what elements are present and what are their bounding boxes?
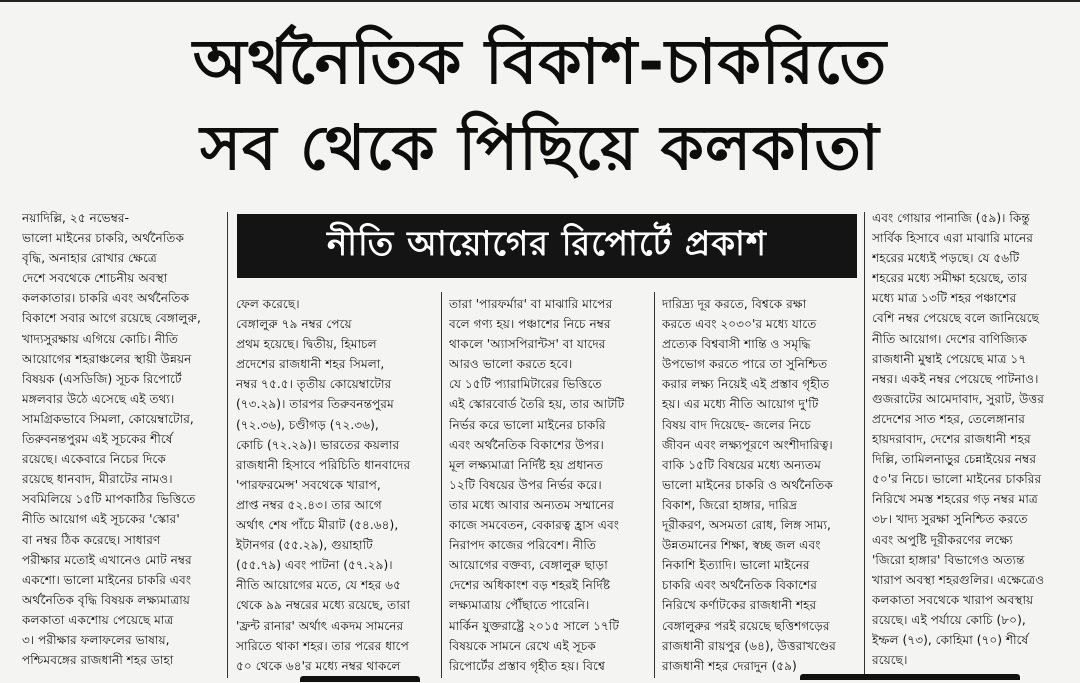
article-line: নীতি আয়োগ এই সূচকের 'স্কোর' [22,512,180,527]
article-line: রাজধানী রায়পুর (৬৪), উত্তরাখণ্ডের [662,638,836,653]
article-line: কলকাতা সবথেকে খারাপ অবস্থায় [872,592,1034,607]
article-line: প্রথম হয়েছে। দ্বিতীয়, হিমাচল [236,337,377,352]
article-line: আয়োগের বক্তব্য, বেঙ্গালুরু ছাড়া [449,558,608,573]
article-line: (৫৫.৭৯) এবং পাটনা (৫৭.২৯)। [236,558,393,573]
article-line: প্রাপ্ত নম্বর ৫২.৪৩। তার আগে [236,497,382,512]
article-column-4 [662,294,857,678]
article-line: এবং অপুষ্টি দূরীকরণের লক্ষ্যে [872,532,1013,547]
article-line: বিষয়কে সামনে রেখে এই সূচক [449,638,596,653]
column-divider [441,292,442,678]
article-line: হয়। এর মধ্যে নীতি আয়োগ দু'টি [662,397,819,412]
article-line: ইম্ফল (৭৩), কোহিমা (৭০) শীর্ষে [872,632,1029,647]
article-line: বাকি ১৫টি বিষয়ের মধ্যে অন্যতম [662,457,821,472]
article-line: সার্বিক হিসাবে এরা মাঝারি মানের [872,231,1033,246]
article-line: রাজধানী মুম্বাই পেয়েছে মাত্র ১৭ [872,351,1027,366]
article-line: ভালো মাইনের চাকরি ও অর্থনৈতিক [662,477,833,492]
article-line: নিরিখে সমস্ত শহরের গড় নম্বর মাত্র [872,492,1038,507]
article-line: যে ১৫টি প্যারামিটারের ভিত্তিতে [449,377,602,392]
article-line: বেঙ্গালুরুর পরই রয়েছে ছত্তিশগড়ের [662,618,830,633]
article-line: সারিতে থাকা শহর। তার পরের ধাপে [236,638,409,653]
article-line: ফেল করেছে। [236,297,300,311]
article-column-2 [236,294,431,678]
article-line: চাকরি এবং অর্থনৈতিক বিকাশের [662,578,817,593]
article-line: উন্নতমানের শিক্ষা, স্বচ্ছ জল এবং [662,538,821,553]
article-line: নিরাপদ কাজের পরিবেশ। নীতি [449,538,596,553]
article-line: থেকে ৯৯ নম্বরের মধ্যে রয়েছে, তারা [236,598,411,613]
article-line: 'জিরো হাঙ্গার' বিভাগেও অত্যন্ত [872,552,1025,567]
article-line: বেশি নম্বর পেয়েছে বলে জানিয়েছে [872,311,1039,326]
article-line: ভালো মাইনের চাকরি, অর্থনৈতিক [22,231,184,246]
article-line: শহরের মধ্যে সমীক্ষা হয়েছে, তার [872,271,1028,286]
article-line: (৭২.৩৬), চণ্ডীগড় (৭২.৩৬), [236,417,379,432]
article-line: তার মধ্যে আবার অন্যতম সম্মানের [449,497,614,512]
article-line: 'পারফরমেন্স' সবথেকে খারাপ, [236,477,381,492]
article-line: ৫০ থেকে ৬৪'র মধ্যে নম্বর থাকলে [236,658,401,673]
article-line: বিকাশে সবার আগে রয়েছে বেঙ্গালুরু, [22,311,201,326]
column-divider [654,292,655,678]
article-line: দেশের অধিকাংশ বড় শহরই নির্দিষ্ট [449,578,611,593]
article-line: নিকাশি ইত্যাদি। ভালো মাইনের [662,558,810,573]
article-line: প্রত্যেক বিশ্ববাসী শান্তি ও সমৃদ্ধি [662,337,811,352]
article-column-1 [22,208,217,678]
cropped-text-fragment [800,674,1020,680]
article-line: বিষয় বাদ দিয়েছে- জলের নিচে [662,417,811,432]
article-line: বা নম্বর ঠিক করেছে। সাধারণ [22,532,161,547]
article-line: রয়েছে। একেবারে নিচের দিকে [22,452,166,467]
article-line: দেশে সবথেকে শোচনীয় অবস্থা [22,271,168,286]
article-line: খাদ্যসুরক্ষায় এগিয়ে কোচি। নীতি [22,331,179,346]
article-line: অর্থনৈতিক বৃদ্ধি বিষয়ক লক্ষ্যমাত্রায় [22,592,190,607]
article-column-5 [872,208,1067,678]
article-line: (৭৩.২৯)। তারপর তিরুবনন্তপুরম [236,397,394,412]
article-line: এই স্কোরবোর্ড তৈরি হয়, তার আটটি [449,397,625,412]
article-line: ইটানগর (৫৫.২৯), গুয়াহাটি [236,538,373,553]
article-line: বেঙ্গালুরু ৭৯ নম্বর পেয়ে [236,317,352,332]
article-line: লক্ষ্যমাত্রায় পৌঁছাতে পারেনি। [449,598,590,613]
article-line: দারিদ্র্য দূর করতে, বিশ্বকে রক্ষা [662,297,807,311]
article-line: রাজধানী শহর দেরাদুন (৫৯) [662,658,797,673]
article-line: বলে গণ্য হয়। পঞ্চাশের নিচে নম্বর [449,317,611,332]
article-line: মূল লক্ষ্যমাত্রা নির্দিষ্ট হয় প্রধানত [449,457,604,472]
article-line: উপভোগ করতে পারে তা সুনিশ্চিত [662,357,828,372]
article-line: আরও ভালো করতে হবে। [449,357,573,372]
article-line: আয়োগের শহরাঞ্চলের স্থায়ী উন্নয়ন [22,351,192,366]
article-line: নীতি আয়োগ। দেশের বাণিজ্যিক [872,331,1027,346]
article-line: এবং অর্থনৈতিক বিকাশের উপর। [449,437,604,452]
article-line: বিকাশ, জিরো হাঙ্গার, দারিদ্র [662,497,797,512]
article-line: দিল্লি, তামিলনাড়ুর চেন্নাইয়ের নম্বর [872,452,1037,467]
article-column-3 [449,294,644,678]
article-line: পশ্চিমবঙ্গের রাজধানী শহর ডাহা [22,653,174,668]
article-line: তিরুবনন্তপুরম এই সূচকের শীর্ষে [22,432,173,447]
subheadline-banner: নীতি আয়োগের রিপোর্টে প্রকাশ [237,214,857,278]
article-line: নয়াদিল্লি, ২৫ নভেম্বর- [22,211,130,225]
article-line: অর্থাৎ শেষ পাঁচে মীরাট (৫৪.৬৪), [236,518,399,533]
headline-line-2: সব থেকে পিছিয়ে কলকাতা [200,111,880,184]
top-border [0,0,1080,2]
article-line: এবং গোয়ার পানাজি (৫৯)। কিন্তু [872,211,1030,225]
article-line: পরীক্ষার মতোই এখানেও মোট নম্বর [22,552,192,567]
article-line: কলকাতা একশোয় পেয়েছে মাত্র [22,612,174,627]
article-line: ১২টি বিষয়ের উপর নির্ভর করে। [449,477,602,492]
article-line: করতে এবং ২০৩০'র মধ্যে যাতে [662,317,817,332]
cropped-text-fragment [300,676,420,682]
article-line: মার্কিন যুক্তরাষ্ট্রে ২০১৫ সালে ১৭টি [449,618,620,633]
article-line: করার লক্ষ্য নিয়েই এই প্রস্তাব গৃহীত [662,377,830,392]
article-line: মঙ্গলবার উঠে এসেছে এই তথ্য। [22,391,175,406]
article-line: কোচি (৭২.২৯)। ভারতের কয়লার [236,437,400,452]
article-line: 'ফ্রন্ট রানার' অর্থাৎ একদম সামনের [236,618,404,633]
article-line: প্রদেশের রাজধানী শহর সিমলা, [236,357,385,372]
article-line: নম্বর ৭৫.৫। তৃতীয় কোয়েম্বাটোর [236,377,392,392]
article-line: নম্বর। একই নম্বর পেয়েছে পাটনাও। [872,371,1039,386]
article-line: প্রদেশের সাত শহর, তেলেঙ্গানার [872,411,1025,426]
article-line: সবমিলিয়ে ১৫টি মাপকাঠির ভিত্তিতে [22,492,196,507]
article-line: খারাপ অবস্থা শহরগুলির। এক্ষেত্রেও [872,572,1045,587]
column-divider [227,212,228,678]
article-line: হায়দরাবাদ, দেশের রাজধানী শহর [872,432,1031,447]
headline-line-1: অর্থনৈতিক বিকাশ-চাকরিতে [192,25,888,98]
article-line: শহরের মধ্যেই পড়ছে। যে ৫৬টি [872,251,1020,266]
article-line: সামগ্রিকভাবে সিমলা, কোয়েম্বাটোর, [22,411,194,426]
article-line: ৫০'র নিচে। ভালো মাইনের চাকরির [872,472,1042,487]
article-line: কলকাতার। চাকরি এবং অর্থনৈতিক [22,291,190,306]
article-line: বৃদ্ধি, অনাহার রোখার ক্ষেত্রে [22,251,157,266]
article-line: থাকলে 'অ্যাসপিরান্টস' বা যাদের [449,337,606,352]
article-line: রিপোর্টের প্রস্তাব গৃহীত হয়। বিশ্বে [449,658,605,673]
article-line: রয়েছে ধানবাদ, মীরাটের নামও। [22,472,173,487]
article-line: ৩৮। খাদ্য সুরক্ষা সুনিশ্চিত করতে [872,512,1028,527]
article-line: রয়েছে। [872,653,908,668]
article-line: বিষয়ক (এসডিজি) সূচক রিপোর্টে [22,371,182,386]
article-line: রাজধানী হিসাবে পরিচিতি ধানবাদের [236,457,411,472]
article-line: কাজে সমবেতন, বেকারত্ব হ্রাস এবং [449,518,620,533]
article-line: তারা 'পারফর্মার' বা মাঝারি মাপের [449,297,613,311]
article-line: একশো। ভালো মাইনের চাকরি এবং [22,572,192,587]
article-line: দূরীকরণ, অসমতা রোধ, লিঙ্গ সাম্য, [662,518,831,533]
column-divider [864,212,865,678]
article-line: জীবন এবং লক্ষ্যপূরণে অংশীদারিত্ব। [662,437,833,452]
article-line: নির্ভর করে ভালো মাইনের চাকরি [449,417,606,432]
article-line: রয়েছে। এই পর্যায়ে কোচি (৮০), [872,612,1026,627]
article-line: নীতি আয়োগের মতে, যে শহর ৬৫ [236,578,401,593]
article-line: নিরিখে কর্ণাটকের রাজধানী শহর [662,598,817,613]
article-line: গুজরাটের আমেদাবাদ, সুরাট, উত্তর [872,391,1044,406]
article-line: ৩। পরীক্ষার ফলাফলের ভাষায়, [22,632,170,647]
article-line: মধ্যে মাত্র ১৩টি শহর পঞ্চাশের [872,291,1017,306]
